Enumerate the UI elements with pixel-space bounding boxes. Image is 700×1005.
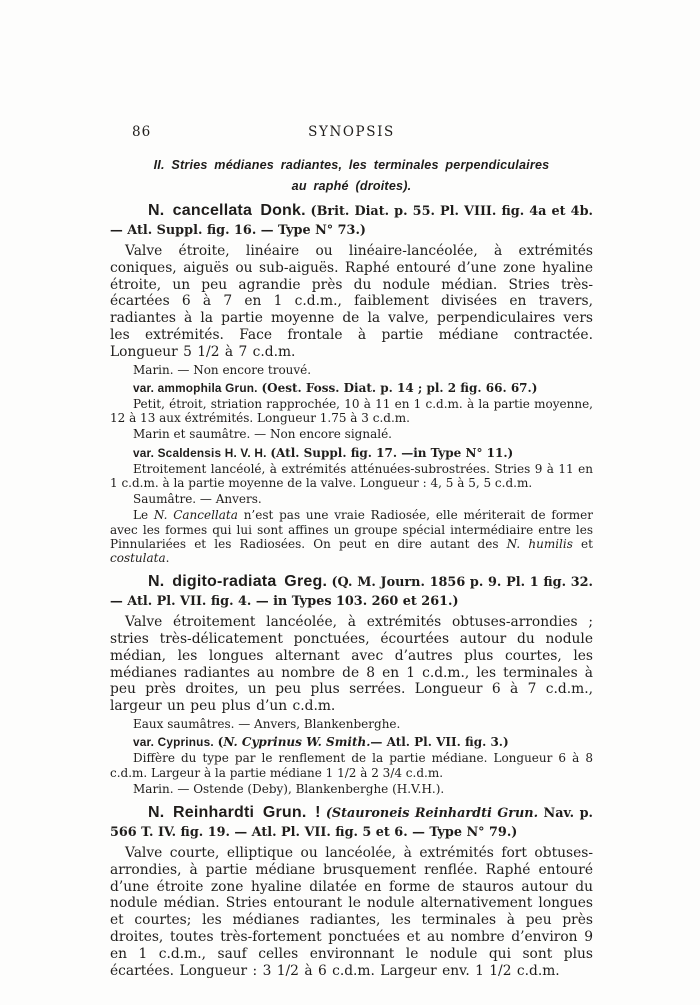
running-title: SYNOPSIS: [308, 124, 395, 140]
note-text: et: [572, 536, 593, 551]
variety-heading-scaldensis: [110, 446, 593, 460]
variety-synonym-italic: N. Cyprinus W. Smith.: [223, 735, 371, 750]
variety-reference-paren: (: [217, 735, 224, 750]
running-head: [110, 124, 593, 141]
species-description: Valve étroitement lancéolée, à extrémités obtuses-arrondies ; stries très-délicatement ponctuées, écourtées autour du nodule médian, les longues alternant avec d’autres plus courtes, les médianes radiantes au nombre de 8 en 1 c.d.m., les terminales à peu près droites, un peu plus serrées. Longueur 6 à 7 c.d.m., largeur un peu plus d’un c.d.m.: [110, 614, 593, 715]
habitat-line: Saumâtre. — Anvers.: [133, 492, 262, 507]
species-name: N. digito-radiata Greg.: [148, 573, 328, 591]
habitat-line: Marin et saumâtre. — Non encore signalé.: [133, 427, 392, 442]
variety-label: var. ammophila Grun.: [133, 380, 258, 395]
species-heading-reinhardti: [110, 804, 593, 842]
species-reference: (Q. M. Journ. 1856 p. 9. Pl. 1 fig. 32. — Atl. Pl. VII. fig. 4. — in Types 103. 260 et 261.): [110, 575, 593, 609]
section-heading: [110, 155, 593, 197]
species-heading-digito-radiata: [110, 573, 593, 611]
note-paragraph: [110, 508, 593, 565]
variety-reference: (Atl. Suppl. fig. 17. —in Type N° 11.): [270, 445, 514, 460]
species-synonym-italic: (Stauroneis Reinhardti Grun.: [325, 806, 539, 822]
page-number: 86: [132, 124, 152, 140]
variety-label: var. Scaldensis H. V. H.: [133, 445, 267, 460]
species-name-italic: N. Cancellata: [153, 508, 238, 523]
variety-heading-ammophila: [110, 381, 593, 395]
species-description: Valve étroite, linéaire ou linéaire-lancéolée, à extrémités coniques, aiguës ou sub-aiguës. Raphé entouré d’une zone hyaline étroite, un peu agrandie près du nodule médian. Stries très-écartées 6 à 7 en 1 c.d.m., faiblement divisées en travers, radiantes à la partie moyenne de la valve, perpendiculaires vers les extrémités. Face frontale à partie médiane contractée. Longueur 5 1/2 à 7 c.d.m.: [110, 243, 593, 360]
section-heading-line1: II. Stries médianes radiantes, les terminales perpendiculaires: [153, 158, 550, 172]
variety-reference: [218, 735, 509, 749]
variety-reference-rest: — Atl. Pl. VII. fig. 3.): [370, 735, 509, 750]
species-reference-rest: Nav. p. 566 T. IV. fig. 19. — Atl. Pl. VII. fig. 5 et 6. — Type N° 79.): [110, 806, 593, 840]
habitat-line: Marin. — Non encore trouvé.: [133, 362, 312, 377]
note-text: Le: [133, 508, 154, 523]
variety-reference: (Oest. Foss. Diat. p. 14 ; pl. 2 fig. 66. 67.): [261, 380, 538, 395]
habitat-line: Marin. — Ostende (Deby), Blankenberghe (H.V.H.).: [133, 781, 445, 796]
species-heading-cancellata: [110, 202, 593, 240]
species-name: N. cancellata Donk.: [148, 202, 306, 219]
text-column: [110, 124, 593, 979]
variety-description: Etroitement lancéolé, à extrémités atténuées-subrostrées. Stries 9 à 11 en 1 c.d.m. à la partie moyenne de la valve. Longueur : 4, 5 à 5, 5 c.d.m.: [110, 461, 593, 490]
section-heading-line2: au raphé (droites).: [291, 179, 412, 193]
note-text: .: [165, 551, 170, 566]
note-text: n’est pas une vraie Radiosée, elle mériterait de former avec les formes qui lui sont affines un groupe spécial intermédiaire entre les Pinnulariées et les Radiosées. On peut en dire autant des: [110, 508, 594, 551]
species-description: Valve courte, elliptique ou lancéolée, à extrémités fort obtuses-arrondies, à partie médiane brusquement renflée. Raphé entouré d’une étroite zone hyaline dilatée en forme de stauros autour du nodule médian. Stries entourant le nodule alternativement longues et courtes; les médianes radiantes, les terminales à peu près droites, toutes très-fortement ponctuées et au nombre d’environ 9 en 1 c.d.m., sauf celles environnant le nodule qui sont plus écartées. Longueur : 3 1/2 à 6 c.d.m. Largeur env. 1 1/2 c.d.m.: [110, 845, 593, 979]
habitat-line: Eaux saumâtres. — Anvers, Blankenberghe.: [133, 717, 401, 731]
variety-description: Diffère du type par le renflement de la partie médiane. Longueur 6 à 8 c.d.m. Largeur à la partie médiane 1 1/2 à 2 3/4 c.d.m.: [110, 751, 593, 780]
species-name-italic: N. humilis: [506, 536, 573, 551]
species-name: N. Reinhardti Grun. !: [148, 804, 321, 822]
variety-heading-cyprinus: [110, 735, 593, 749]
variety-description: Petit, étroit, striation rapprochée, 10 à 11 en 1 c.d.m. à la partie moyenne, 12 à 13 aux éxtrémités. Longueur 1.75 à 3 c.d.m.: [110, 396, 593, 426]
variety-label: var. Cyprinus.: [133, 735, 214, 750]
species-name-italic: costulata: [110, 551, 166, 566]
species-reference: (Brit. Diat. p. 55. Pl. VIII. fig. 4a et 4b. — Atl. Suppl. fig. 16. — Type N° 73.): [110, 204, 593, 238]
